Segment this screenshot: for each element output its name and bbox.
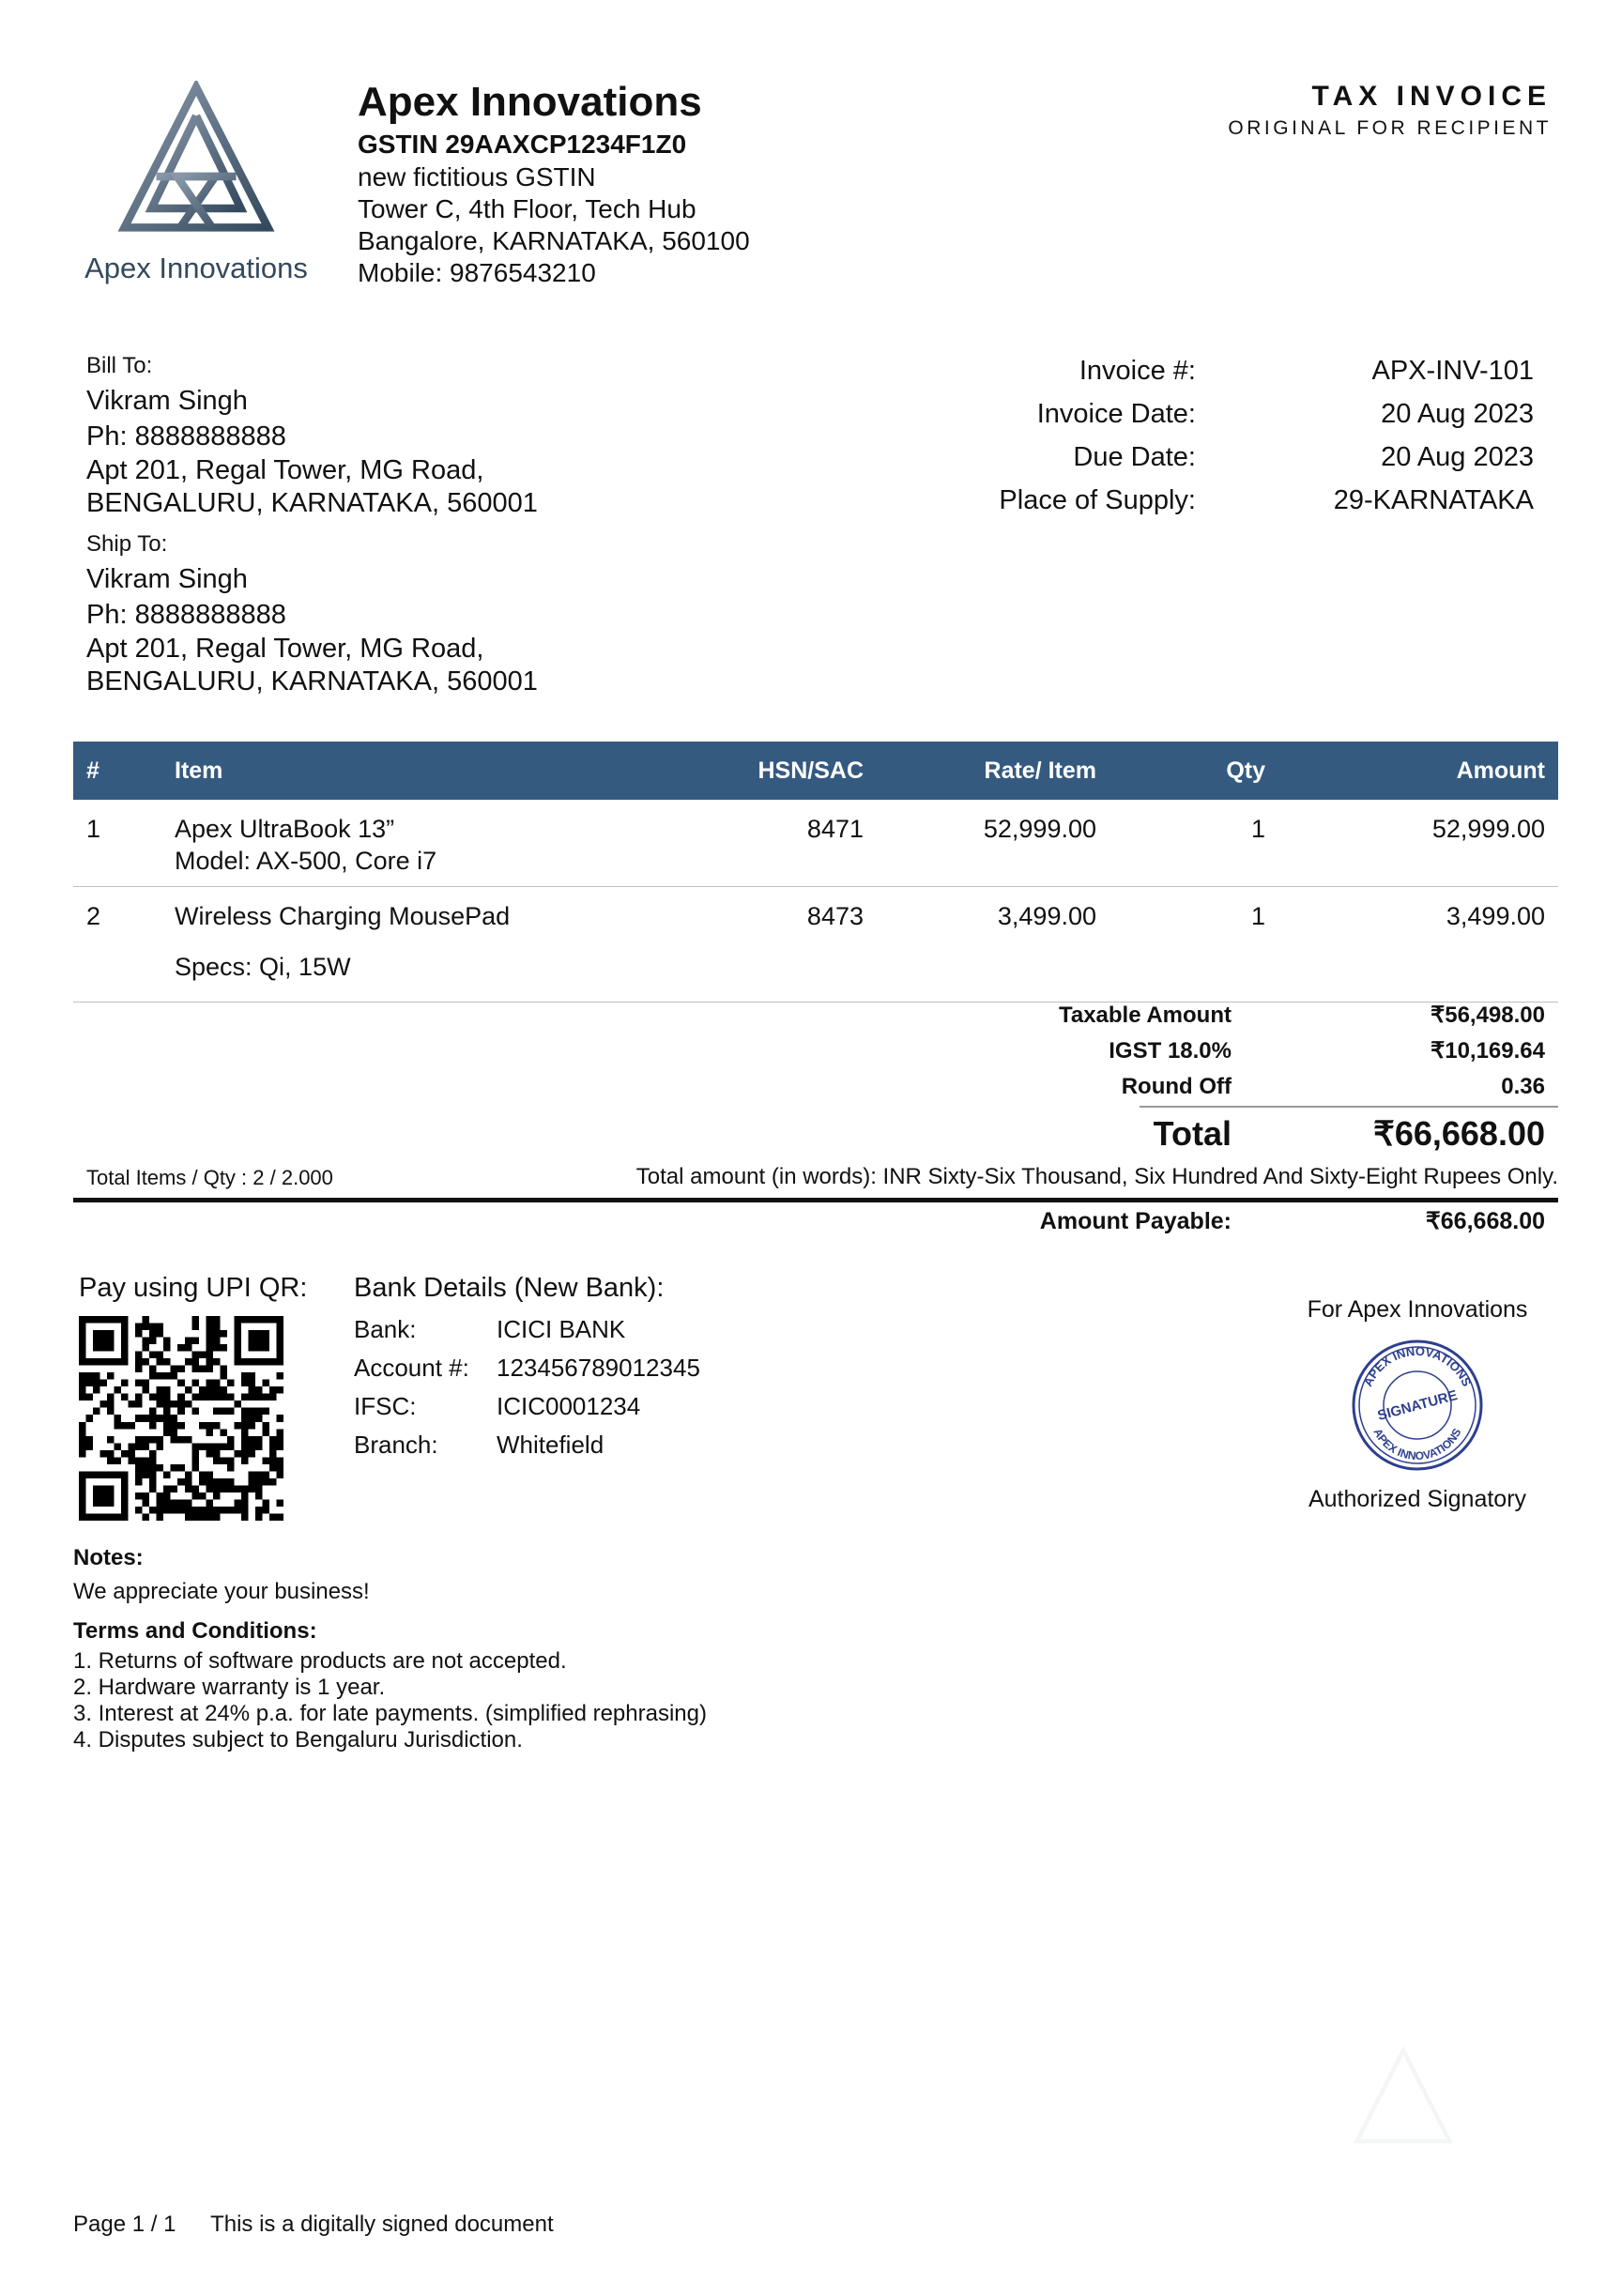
bank-row-branch	[354, 1426, 700, 1464]
company-address-line: Tower C, 4th Floor, Tech Hub	[358, 194, 696, 223]
grand-total-row	[939, 1112, 1558, 1156]
row-amount: 3,499.00	[1278, 887, 1558, 1003]
svg-text:APEX INNOVATIONS	[1361, 1344, 1475, 1389]
row-hsn: 8473	[706, 887, 877, 1003]
company-details	[358, 77, 750, 289]
place-of-supply: 29-KARNATAKA	[1333, 485, 1534, 515]
igst-value: ₹10,169.64	[1430, 1038, 1545, 1064]
row-item-cell	[161, 800, 706, 887]
bank-row-account	[354, 1349, 700, 1387]
stamp-center-text: SIGNATURE	[1375, 1386, 1460, 1424]
table-row	[73, 800, 1558, 887]
branch-name: Whitefield	[497, 1431, 604, 1459]
column-header-qty: Qty	[1109, 742, 1278, 800]
stamp-bottom-text: APEX INNOVATIONS	[1370, 1426, 1464, 1463]
stamp-top-text: APEX INNOVATIONS	[1360, 1343, 1475, 1389]
meta-row-invoice-number	[877, 349, 1534, 392]
totals-block	[939, 998, 1558, 1153]
company-line: new fictitious GSTIN	[358, 162, 596, 191]
notes-text: We appreciate your business!	[73, 1579, 370, 1604]
page-number: Page 1 / 1	[73, 2212, 176, 2237]
amount-in-words: Total amount (in words): INR Sixty-Six Thousand, Six Hundred And Sixty-Eight Rupees Only.	[635, 1164, 1558, 1189]
ship-to-name: Vikram Singh	[86, 564, 248, 594]
upi-title: Pay using UPI QR:	[79, 1273, 308, 1303]
signature-block	[1277, 1293, 1558, 1515]
company-logo	[73, 81, 319, 287]
meta-label: Place of Supply:	[999, 485, 1196, 515]
row-number: 1	[73, 800, 161, 887]
row-rate: 52,999.00	[877, 800, 1109, 887]
bill-to-label: Bill To:	[86, 353, 153, 378]
logo-wordmark: Apex Innovations	[84, 252, 308, 284]
ifsc-code: ICIC0001234	[497, 1392, 641, 1420]
billing-shipping-block	[86, 349, 612, 698]
ship-to-address-2: BENGALURU, KARNATAKA, 560001	[86, 666, 538, 696]
row-item-detail: Model: AX-500, Core i7	[175, 847, 437, 875]
bank-name: ICICI BANK	[497, 1315, 626, 1343]
bank-label: Branch:	[354, 1431, 438, 1459]
terms-title: Terms and Conditions:	[73, 1618, 317, 1644]
notes-title: Notes:	[73, 1545, 144, 1570]
grand-total-label: Total	[1153, 1114, 1232, 1153]
bank-label: IFSC:	[354, 1392, 417, 1420]
signature-stamp-icon	[1347, 1335, 1488, 1476]
totals-divider	[73, 1198, 1558, 1202]
bill-to-address-1: Apt 201, Regal Tower, MG Road,	[86, 455, 484, 485]
meta-label: Invoice #:	[1079, 356, 1196, 386]
invoice-number: APX-INV-101	[1371, 356, 1534, 386]
column-header-amount: Amount	[1278, 742, 1558, 800]
row-item-detail: Specs: Qi, 15W	[175, 953, 351, 981]
amount-payable-value: ₹66,668.00	[1425, 1208, 1545, 1234]
bank-row-bank	[354, 1310, 700, 1349]
round-off-value: 0.36	[1501, 1074, 1545, 1099]
total-items-qty: Total Items / Qty : 2 / 2.000	[86, 1166, 333, 1189]
account-number: 123456789012345	[497, 1354, 700, 1382]
row-item-name: Wireless Charging MousePad	[175, 902, 511, 930]
term-item: 3. Interest at 24% p.a. for late payments. (simplified rephrasing)	[73, 1701, 707, 1726]
notes-terms	[73, 1541, 918, 1753]
round-off-row	[939, 1069, 1558, 1105]
bank-details-title: Bank Details (New Bank):	[354, 1273, 665, 1303]
bill-to-phone: Ph: 8888888888	[86, 421, 286, 452]
upi-qr-code-icon[interactable]	[79, 1316, 283, 1521]
ship-to-label: Ship To:	[86, 531, 168, 557]
column-header-item: Item	[161, 742, 706, 800]
row-rate: 3,499.00	[877, 887, 1109, 1003]
items-table	[73, 742, 1558, 1003]
term-item: 4. Disputes subject to Bengaluru Jurisdiction.	[73, 1727, 523, 1753]
term-item: 1. Returns of software products are not accepted.	[73, 1648, 567, 1674]
company-mobile: Mobile: 9876543210	[358, 258, 596, 287]
document-subtitle: ORIGINAL FOR RECIPIENT	[1228, 117, 1552, 139]
row-hsn: 8471	[706, 800, 877, 887]
authorized-signatory: Authorized Signatory	[1308, 1486, 1527, 1512]
document-title-block	[1228, 79, 1552, 143]
amount-payable-label: Amount Payable:	[1039, 1208, 1232, 1234]
grand-total-value: ₹66,668.00	[1372, 1114, 1545, 1153]
row-number: 2	[73, 887, 161, 1003]
meta-row-due-date	[877, 436, 1534, 479]
bank-label: Bank:	[354, 1315, 417, 1343]
bank-row-ifsc	[354, 1387, 700, 1426]
taxable-amount-value: ₹56,498.00	[1430, 1003, 1545, 1028]
meta-label: Due Date:	[1073, 442, 1196, 472]
invoice-date: 20 Aug 2023	[1381, 399, 1534, 429]
taxable-amount-row	[939, 998, 1558, 1033]
bank-label: Account #:	[354, 1354, 469, 1382]
invoice-meta	[877, 349, 1534, 522]
total-divider	[1140, 1106, 1558, 1108]
watermark-icon	[1352, 2046, 1455, 2150]
row-item-name: Apex UltraBook 13”	[175, 815, 395, 843]
meta-label: Invoice Date:	[1036, 399, 1196, 429]
company-address-city: Bangalore, KARNATAKA, 560100	[358, 226, 750, 255]
company-gstin: GSTIN 29AAXCP1234F1Z0	[358, 130, 687, 159]
meta-row-invoice-date	[877, 392, 1534, 436]
due-date: 20 Aug 2023	[1381, 442, 1534, 472]
page-footer	[73, 2212, 554, 2238]
company-name: Apex Innovations	[358, 79, 702, 125]
taxable-amount-label: Taxable Amount	[1058, 1003, 1232, 1028]
term-item: 2. Hardware warranty is 1 year.	[73, 1675, 386, 1700]
row-qty: 1	[1109, 887, 1278, 1003]
row-qty: 1	[1109, 800, 1278, 887]
upi-block	[79, 1269, 307, 1525]
igst-label: IGST 18.0%	[1109, 1038, 1232, 1064]
ship-to-phone: Ph: 8888888888	[86, 600, 286, 630]
logo-triangle-icon	[116, 81, 276, 240]
svg-text:APEX INNOVATIONS	[1371, 1426, 1464, 1462]
signature-for: For Apex Innovations	[1307, 1296, 1528, 1323]
table-row	[73, 887, 1558, 1003]
footer-note: This is a digitally signed document	[210, 2212, 554, 2237]
row-item-cell	[161, 887, 706, 1003]
ship-to-address-1: Apt 201, Regal Tower, MG Road,	[86, 634, 484, 664]
bill-to-name: Vikram Singh	[86, 386, 248, 416]
amount-payable-row	[939, 1203, 1558, 1239]
document-title: TAX INVOICE	[1311, 81, 1552, 112]
column-header-hsn: HSN/SAC	[706, 742, 877, 800]
bill-to-address-2: BENGALURU, KARNATAKA, 560001	[86, 488, 538, 518]
meta-row-place-of-supply	[877, 479, 1534, 522]
table-header-row	[73, 742, 1558, 800]
bank-details	[354, 1269, 700, 1464]
column-header-number: #	[73, 742, 161, 800]
round-off-label: Round Off	[1121, 1074, 1232, 1099]
igst-row	[939, 1033, 1558, 1069]
row-amount: 52,999.00	[1278, 800, 1558, 887]
column-header-rate: Rate/ Item	[877, 742, 1109, 800]
